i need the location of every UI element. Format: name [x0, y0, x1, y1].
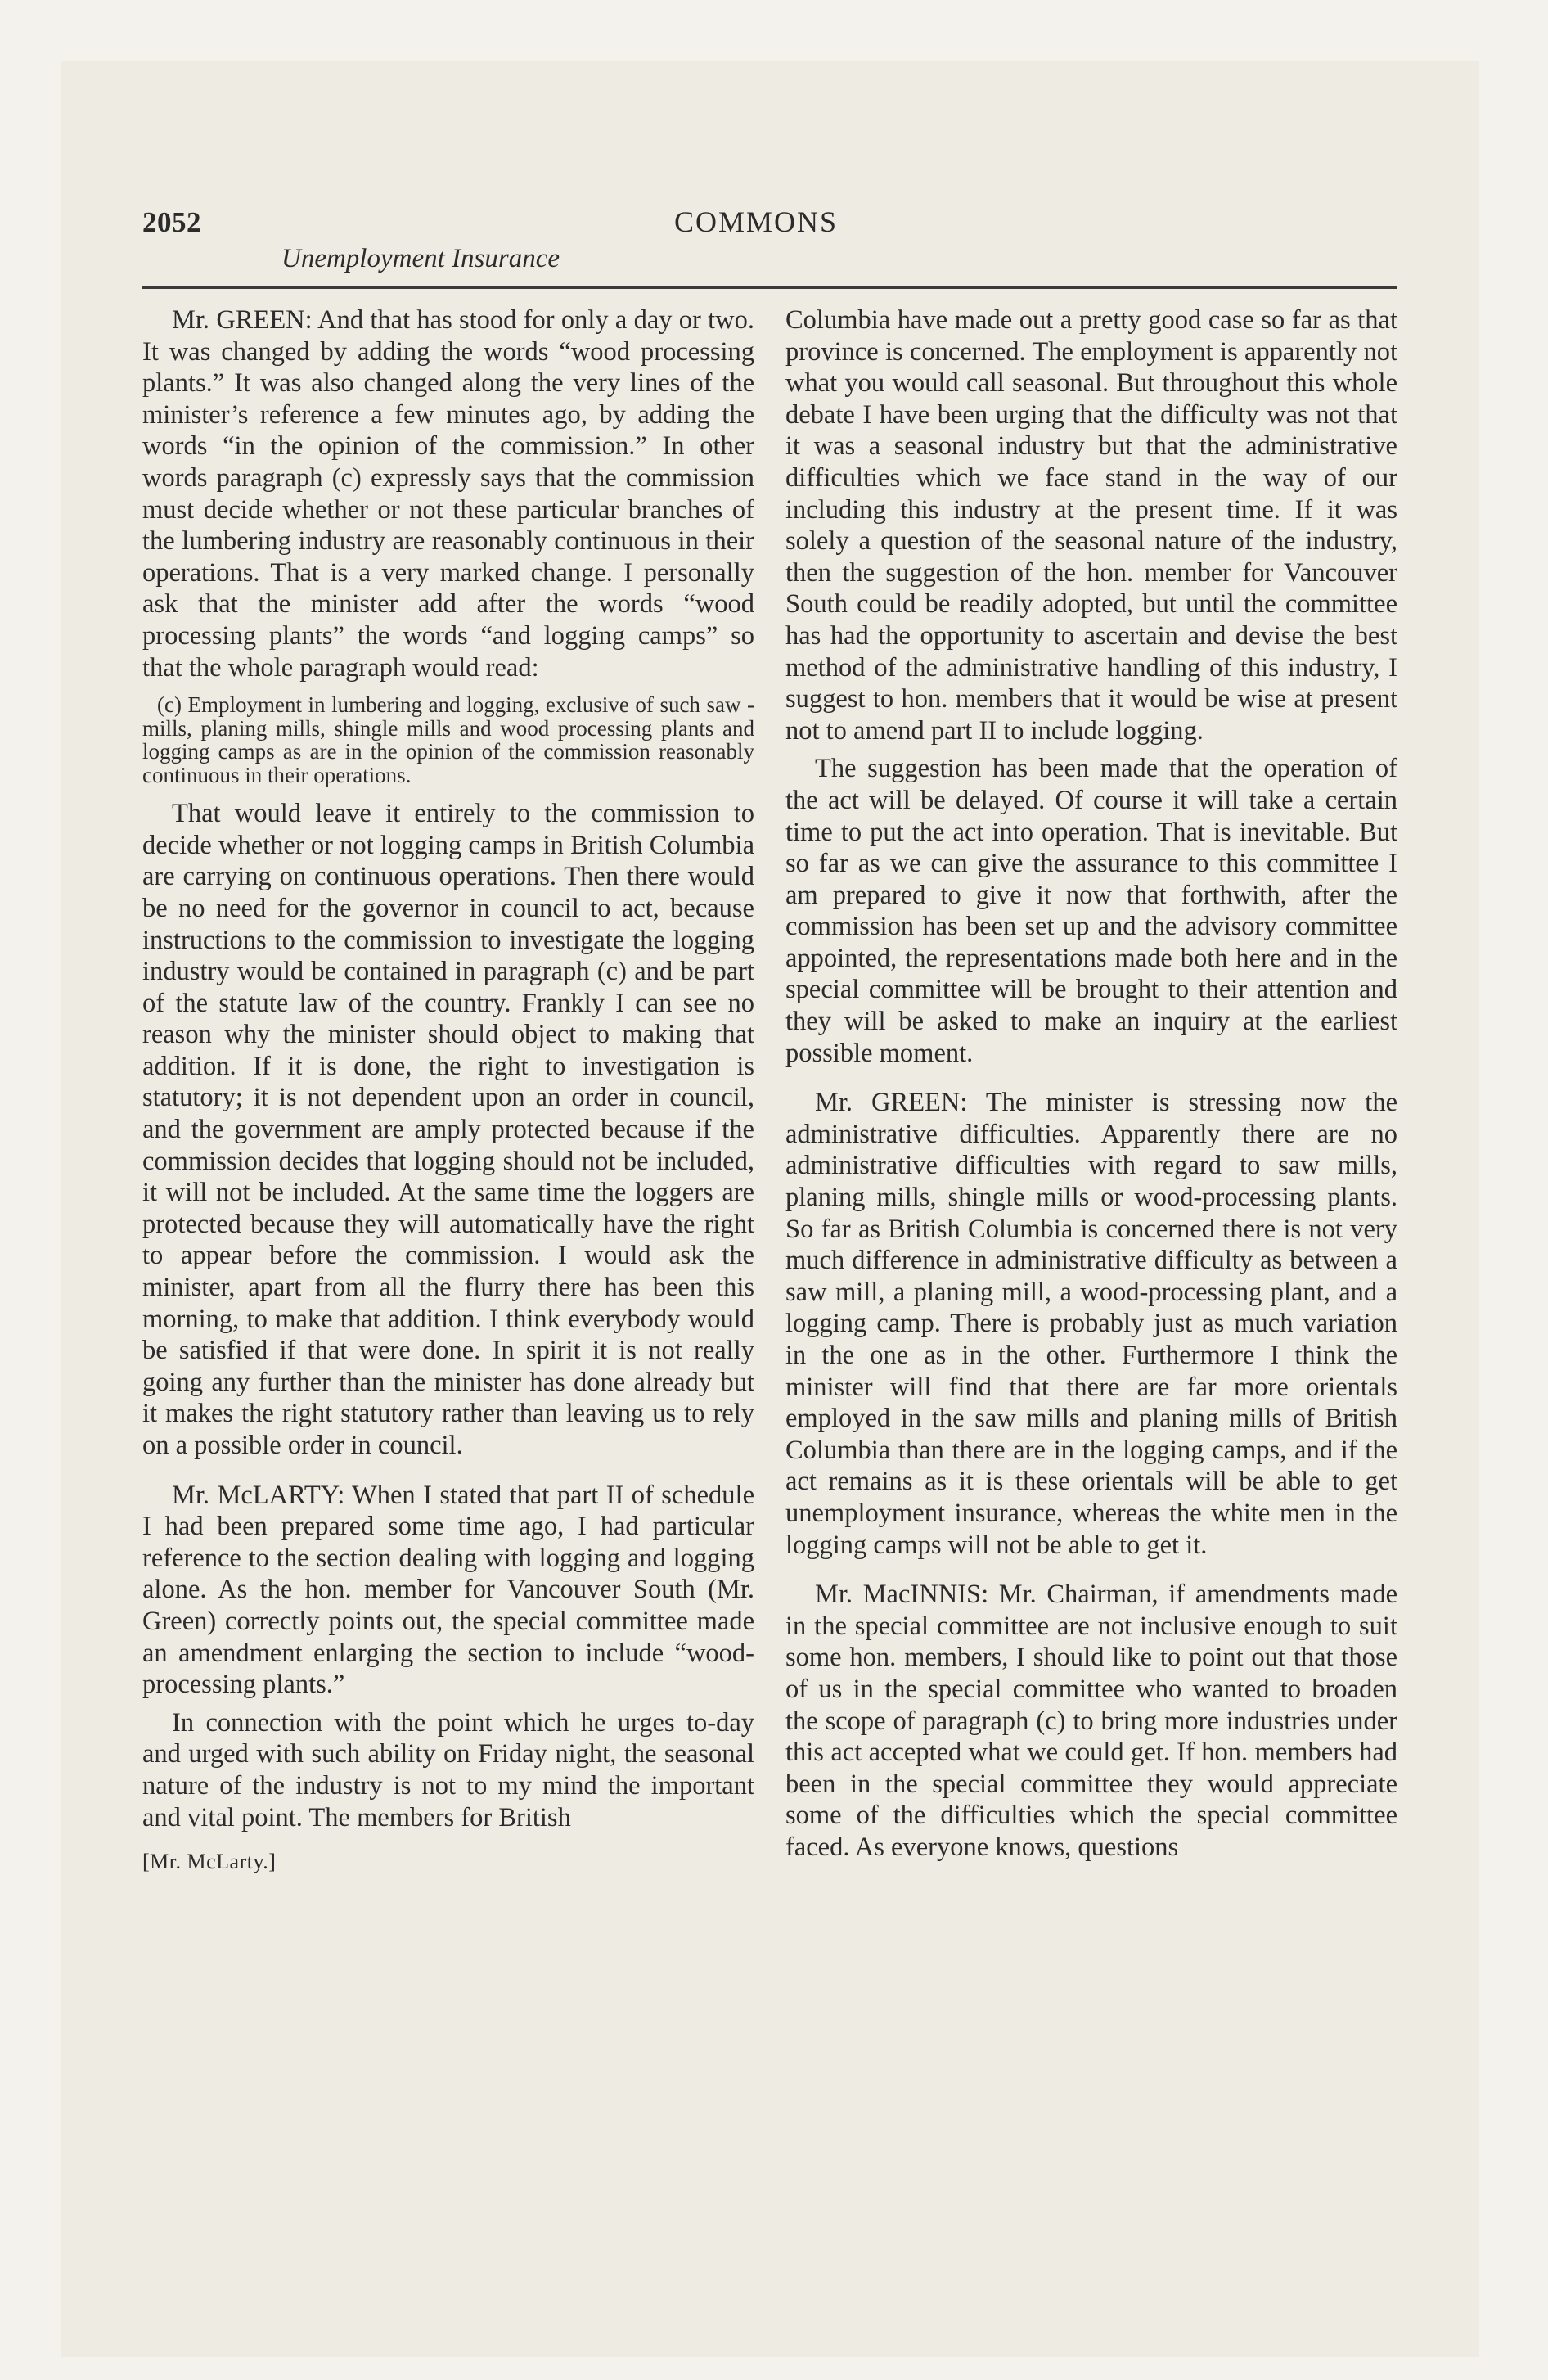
paragraph-gap: [142, 1462, 754, 1480]
paragraph: Mr. MacINNIS: Mr. Chairman, if amendments made in the special committee are not inclusive enough to suit some hon. members, I should like to point out that those of us in the special committee who wanted to broaden the scope of paragraph (c) to bring more industries under this act accepted what we could get. If hon. members had been in the special committee they would appreciate some of the difficulties which the special committee faced. As everyone knows, questions: [785, 1580, 1397, 1862]
page-header: [142, 149, 1397, 272]
paragraph: Mr. GREEN: The minister is stressing now the administrative difficulties. Apparently there are no administrative difficulties with regard to saw mills, planing mills, shingle mills or wood-processing plants. So far as British Columbia is concerned there is not very much difference in administrative difficulty as between a saw mill, a planing mill, a wood-processing plant, and a logging camp. There is probably just as much variation in the one as in the other. Furthermore I think the minister will find that there are far more orientals employed in the saw mills and planing mills of British Columbia than there are in the logging camps, and if the act remains as it is these orientals will be able to get unemployment insurance, whereas the white men in the logging camps will not be able to get it.: [785, 1088, 1397, 1560]
paragraph: The suggestion has been made that the operation of the act will be delayed. Of course it will take a certain time to put the act into operation. That is inevitable. But so far as we can give the assurance to this committee I am prepared to give it now that forthwith, after the commission has been set up and the advisory committee appointed, the representations made both here and in the special committee will be brought to their attention and they will be asked to make an inquiry at the earliest possible moment.: [785, 754, 1397, 1068]
right-column: [785, 304, 1397, 1864]
page-number: 2052: [142, 206, 201, 238]
header-rule: [142, 286, 1397, 289]
paragraph: Mr. GREEN: And that has stood for only a day or two. It was changed by adding the words “wood processing plants.” It was also changed along the very lines of the minister’s reference a few minutes ago, by adding the words “in the opinion of the commission.” In other words paragraph (c) expressly says that the commission must decide whether or not these particular branches of the lumbering industry are reasonably continuous in their operations. That is a very marked change. I personally ask that the minister add after the words “wood processing plants” the words “and logging camps” so that the whole paragraph would read:: [142, 305, 754, 683]
paragraph-gap: [785, 1561, 1397, 1579]
scanned-page: [61, 61, 1479, 2357]
speaker-footer-tag: [Mr. McLarty.]: [142, 1850, 277, 1874]
paragraph-gap: [142, 1701, 754, 1707]
paragraph: Mr. McLARTY: When I stated that part II of schedule I had been prepared some time ago, I had particular reference to the section dealing with logging and logging alone. As the hon. member for Vancouver South (Mr. Green) correctly points out, the special committee made an amendment enlarging the section to include “wood-processing plants.”: [142, 1480, 754, 1700]
page-content: [142, 149, 1397, 1874]
paragraph-gap: [785, 746, 1397, 753]
paragraph-gap: [785, 1069, 1397, 1087]
running-head: COMMONS: [674, 205, 839, 238]
paragraph: Columbia have made out a pretty good case so far as that province is concerned. The employment is apparently not what you would call seasonal. But throughout this whole debate I have been urging that the difficulty was not that it was a seasonal industry but that the administrative difficulties which we face stand in the way of our including this industry at the present time. If it was solely a question of the seasonal nature of the industry, then the suggestion of the hon. member for Vancouver South could be readily adopted, but until the committee has had the opportunity to ascertain and devise the best method of the administrative handling of this industry, I suggest to hon. members that it would be wise at present not to amend part II to include logging.: [785, 305, 1397, 746]
section-title: Unemployment Insurance: [281, 244, 560, 273]
quoted-paragraph: (c) Employment in lumbering and logging, exclusive of such saw - mills, planing mills, shingle mills and wood processing plants and logging camps as are in the opinion of the commission reasonably continuous in their operations.: [142, 692, 754, 787]
paragraph: That would leave it entirely to the commission to decide whether or not logging camps in British Columbia are carrying on continuous operations. Then there would be no need for the governor in council to act, because instructions to the commission to investigate the logging industry would be contained in paragraph (c) and be part of the statute law of the country. Frankly I can see no reason why the minister should object to making that addition. If it is done, the right to investigation is statutory; it is not dependent upon an order in council, and the government are amply protected because if the commission decides that logging should not be included, it will not be included. At the same time the loggers are protected because they will automatically have the right to appear before the commission. I would ask the minister, apart from all the flurry there has been this morning, to make that addition. I think everybody would be satisfied if that were done. In spirit it is not really going any further than the minister has done already but it makes the right statutory rather than leaving us to rely on a possible order in council.: [142, 799, 754, 1460]
left-column: [142, 304, 754, 1874]
paragraph: In connection with the point which he urges to-day and urged with such ability on Friday night, the seasonal nature of the industry is not to my mind the important and vital point. The members for British: [142, 1707, 754, 1832]
